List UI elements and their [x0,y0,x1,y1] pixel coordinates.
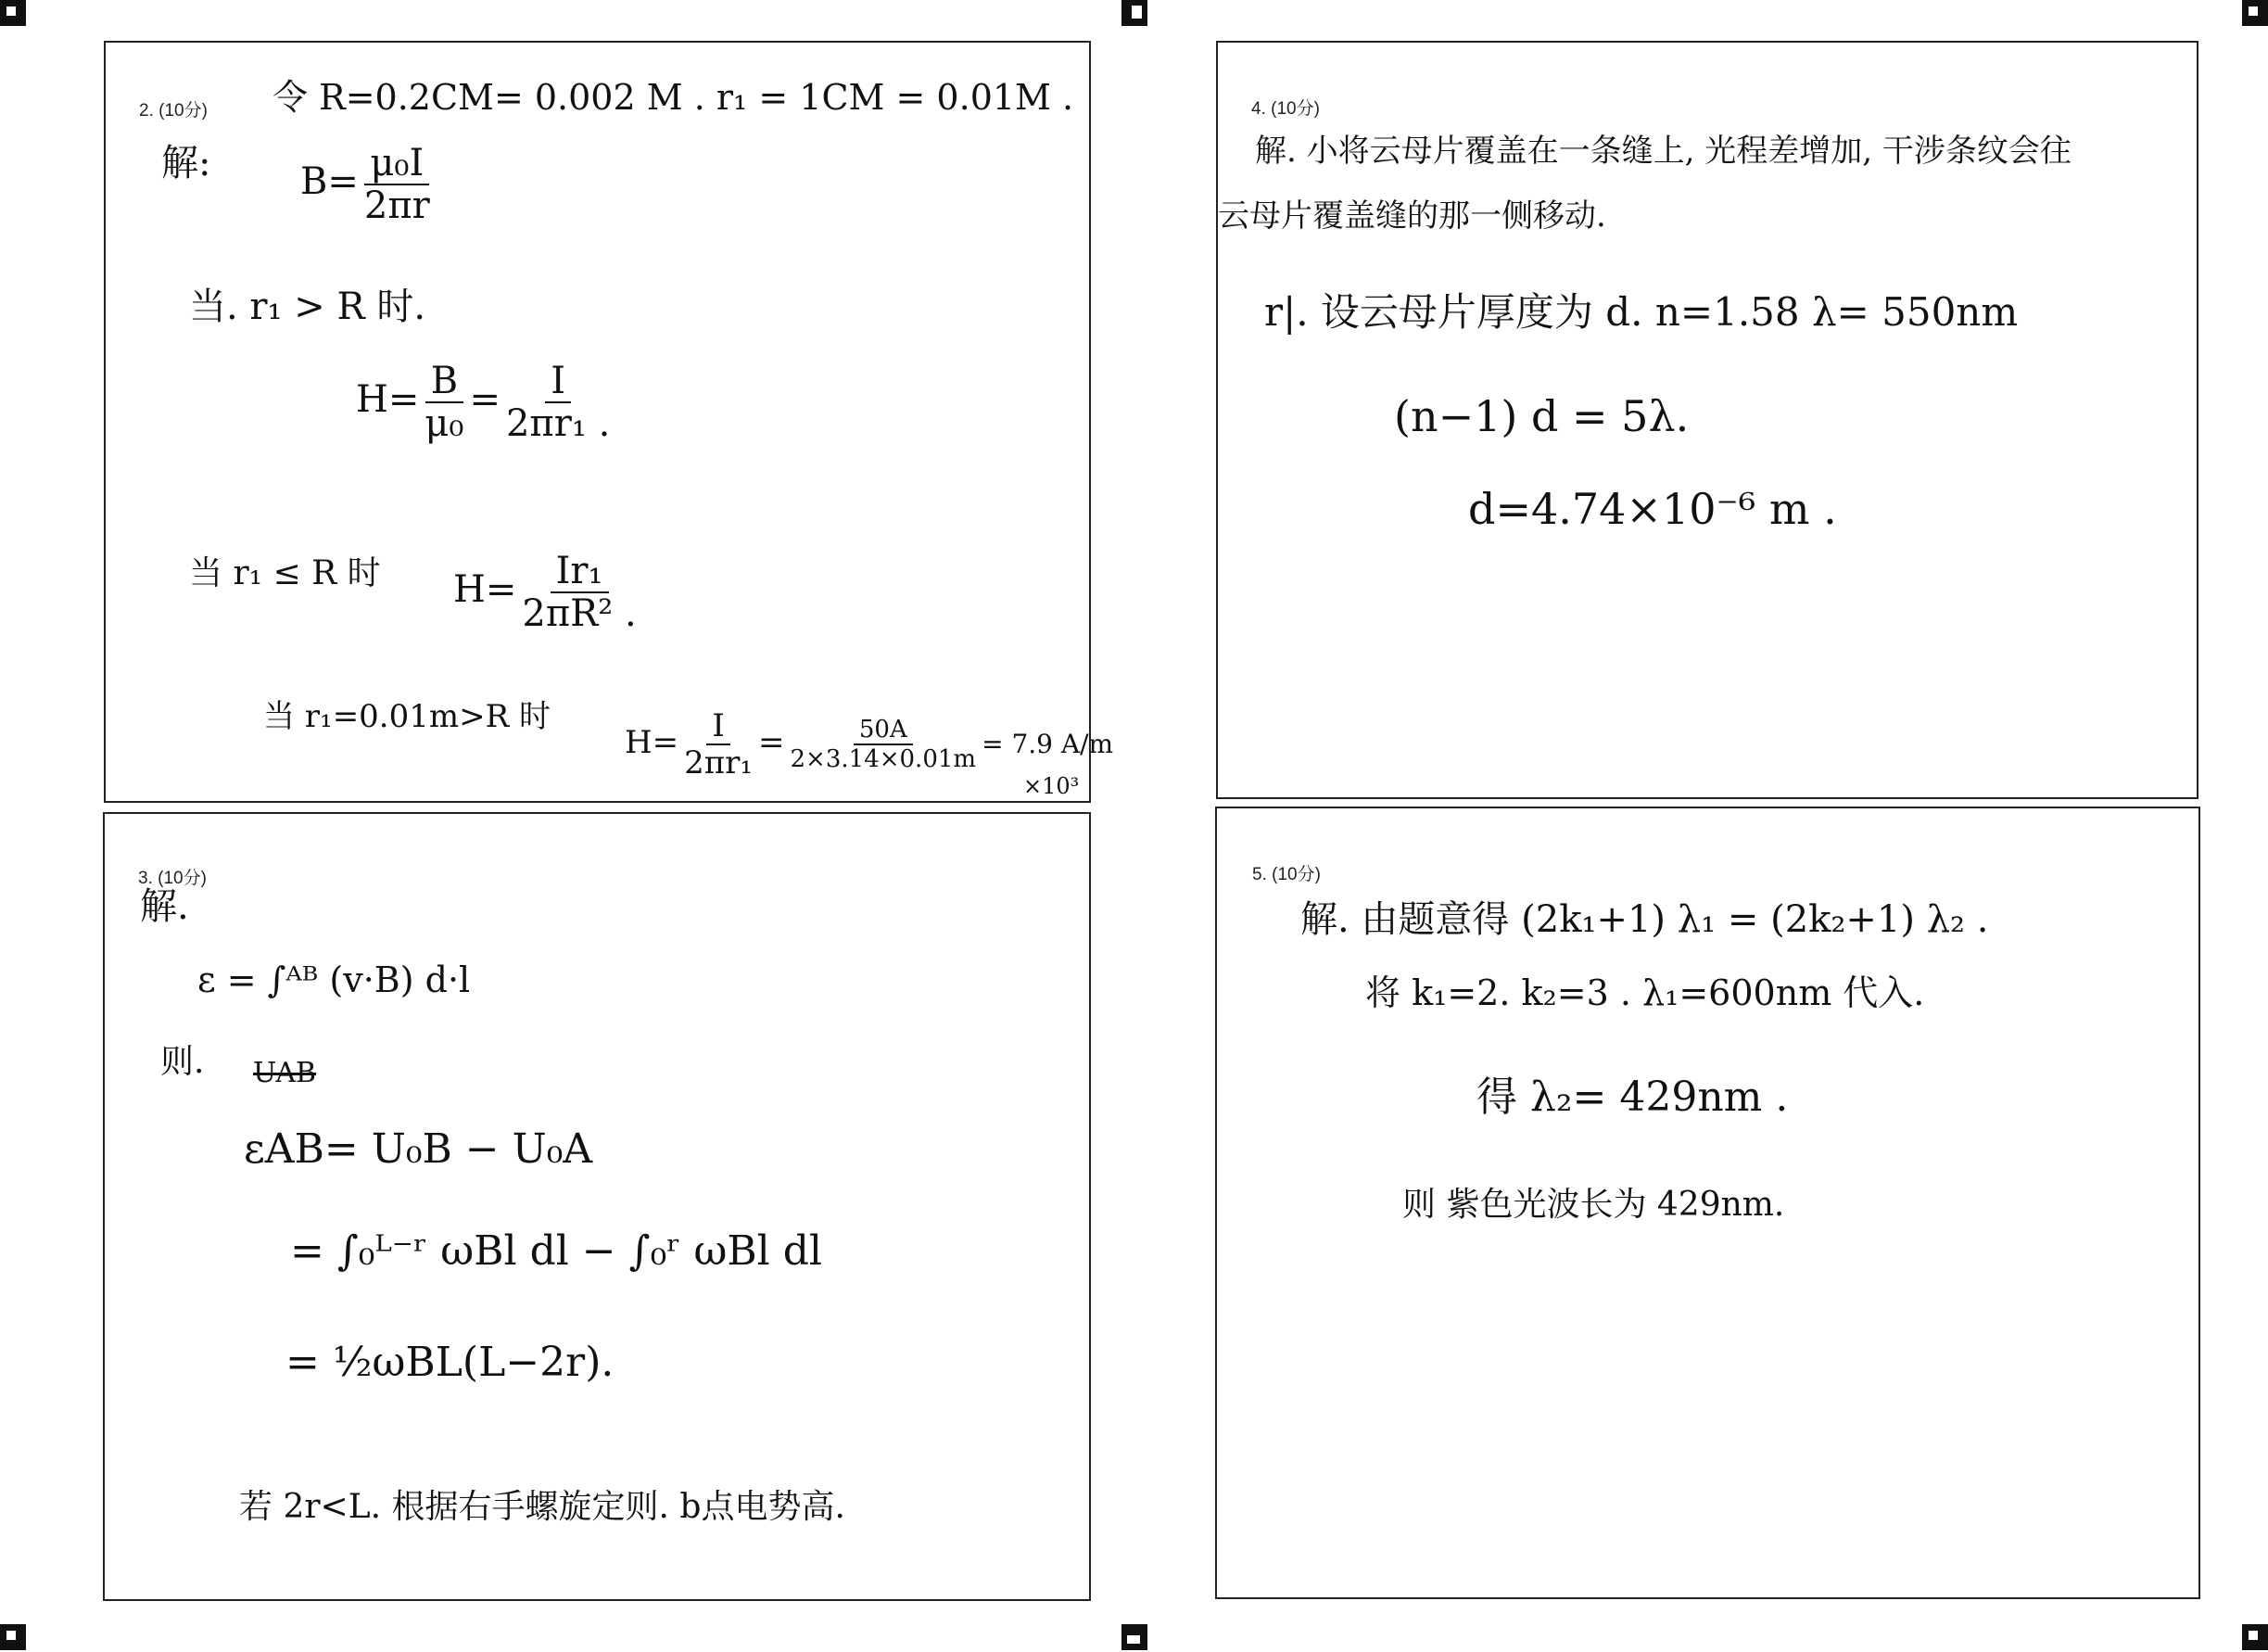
question-number: 4. (10分) [1251,99,1320,119]
corner-marker-bottom-right [2242,1624,2268,1650]
wavelength-result: 得 λ₂= 429nm . [1476,1074,1789,1121]
answer-box-q4 [1216,41,2198,799]
question-number: 3. (10分) [138,869,207,888]
question-number: 5. (10分) [1252,865,1321,884]
substitution: 将 k₁=2. k₂=3 . λ₁=600nm 代入. [1365,972,1925,1013]
condition-equation: 解. 由题意得 (2k₁+1) λ₁ = (2k₂+1) λ₂ . [1300,898,1989,941]
formula-h-result: H= $\frac{I}{\text{2πr₁}}$ = $\frac{50A}{2\times 3.14\times 0.01m}$ = 7.9 A/m [625,707,1114,782]
corner-marker-top-right [2242,0,2268,26]
formula-h-inside: H= $\frac{\text{Ir₁}}{\text{2πR² .}}$ [453,550,637,635]
formula-h-outside: H= $\frac{B}{\text{μ₀}}$ = $\frac{I}{\text{2πr₁ .}}$ [356,360,611,445]
result-exponent: ×10³ [1023,773,1080,799]
conclusion: 则 紫色光波长为 429nm. [1402,1186,1785,1224]
solution-label: 解. [140,885,189,928]
explanation-line-1: 解. 小将云母片覆盖在一条缝上, 光程差增加, 干涉条纹会往 [1255,133,2072,170]
emf-ab-equation: εAB= U₀B − U₀A [244,1125,593,1173]
then-label: 则. [160,1043,205,1081]
explanation-line-2: 云母片覆盖缝的那一侧移动. [1218,197,1606,235]
solution-label: 解: [161,142,211,184]
emf-formula: ε = ∫ᴬᴮ (v·B) d·l [197,959,471,1000]
given-values: r|. 设云母片厚度为 d. n=1.58 λ= 550nm [1264,289,2019,335]
corner-marker-bottom-left [0,1624,26,1650]
answer-box-q5 [1215,807,2200,1599]
corner-marker-top-center [1121,0,1147,26]
corner-marker-top-left [0,0,26,26]
corner-marker-bottom-center [1121,1624,1147,1650]
question-number: 2. (10分) [139,101,208,121]
case-r1-greater: 当. r₁ > R 时. [189,286,426,328]
crossed-out-text: UAB [253,1057,317,1089]
simplified-step: = ½ωBL(L−2r). [285,1339,615,1386]
conclusion: 若 2r<L. 根据右手螺旋定则. b点电势高. [239,1488,845,1526]
given-values: 令 R=0.2CM= 0.002 M . r₁ = 1CM = 0.01M . [272,77,1074,118]
thickness-result: d=4.74×10⁻⁶ m . [1468,484,1837,534]
answer-box-q2 [104,41,1114,803]
answer-box-q3 [103,812,1091,1601]
formula-b: B= $\frac{\text{μ₀I}}{2\pi r}$ [300,142,430,227]
case-r1-value: 当 r₁=0.01m>R 时 [263,698,551,735]
case-r1-less-equal: 当 r₁ ≤ R 时 [189,554,381,592]
path-difference-equation: (n−1) d = 5λ. [1394,391,1690,441]
integral-step: = ∫₀ᴸ⁻ʳ ωBl dl − ∫₀ʳ ωBl dl [290,1227,822,1275]
